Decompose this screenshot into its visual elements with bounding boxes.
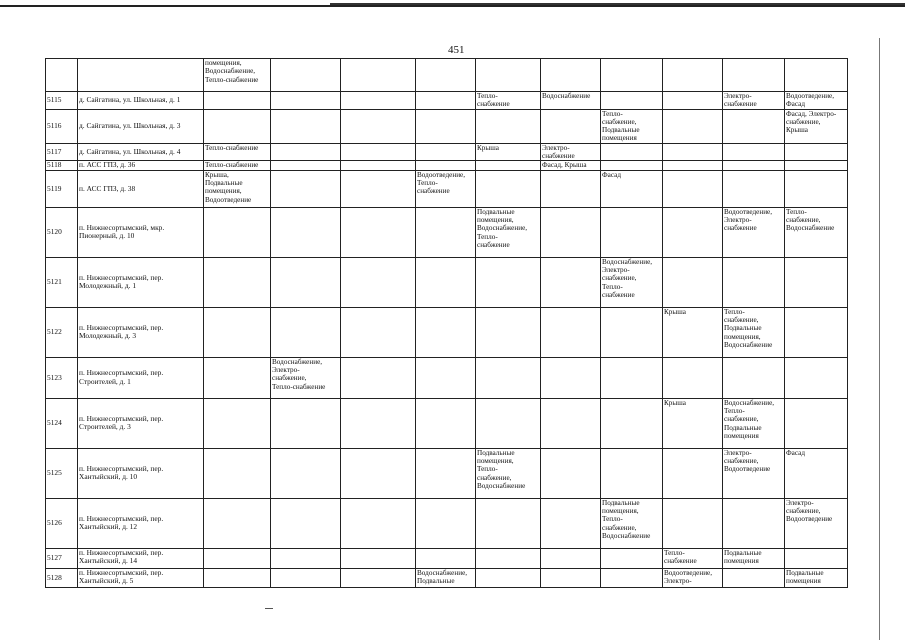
work-cell bbox=[271, 92, 341, 110]
work-cell bbox=[271, 143, 341, 161]
row-number: 5123 bbox=[46, 357, 78, 398]
work-cell bbox=[204, 568, 271, 587]
work-cell: Тепло- снабжение bbox=[476, 92, 541, 110]
work-cell bbox=[601, 207, 663, 257]
page-number: 451 bbox=[448, 44, 465, 56]
work-cell bbox=[663, 448, 723, 498]
work-cell bbox=[271, 207, 341, 257]
work-cell bbox=[541, 170, 601, 207]
work-cell bbox=[204, 307, 271, 357]
work-cell bbox=[476, 161, 541, 170]
work-cell bbox=[416, 109, 476, 143]
work-cell bbox=[723, 170, 785, 207]
work-cell: Подвальные помещения, Тепло- снабжение, Водоснабжение bbox=[601, 498, 663, 548]
work-cell bbox=[204, 448, 271, 498]
work-cell bbox=[271, 59, 341, 92]
work-cell bbox=[601, 161, 663, 170]
work-cell bbox=[663, 498, 723, 548]
work-cell: Подвальные помещения bbox=[723, 548, 785, 568]
work-cell bbox=[476, 398, 541, 448]
work-cell bbox=[541, 357, 601, 398]
work-cell bbox=[271, 257, 341, 307]
work-cell bbox=[204, 207, 271, 257]
work-cell bbox=[204, 498, 271, 548]
work-cell bbox=[541, 448, 601, 498]
table-row bbox=[46, 257, 848, 307]
work-cell: Крыша bbox=[663, 398, 723, 448]
work-cell bbox=[341, 207, 416, 257]
work-cell bbox=[341, 448, 416, 498]
work-cell: Водоотведение, Электро- bbox=[663, 568, 723, 587]
work-cell bbox=[601, 143, 663, 161]
row-address: п. АСС ГПЗ, д. 38 bbox=[78, 170, 204, 207]
work-cell bbox=[663, 92, 723, 110]
work-cell bbox=[723, 109, 785, 143]
work-cell bbox=[271, 548, 341, 568]
work-cell: Водоснабжение, Электро- снабжение, Тепло-снабжение bbox=[271, 357, 341, 398]
work-cell bbox=[785, 307, 848, 357]
work-cell bbox=[541, 109, 601, 143]
work-cell bbox=[541, 59, 601, 92]
row-address: п. Нижнесортымский, пер. Строителей, д. 1 bbox=[78, 357, 204, 398]
work-cell: Электро- снабжение, Водоотведение bbox=[723, 448, 785, 498]
work-cell bbox=[341, 307, 416, 357]
work-cell bbox=[416, 161, 476, 170]
row-number: 5120 bbox=[46, 207, 78, 257]
work-cell bbox=[663, 161, 723, 170]
row-number: 5125 bbox=[46, 448, 78, 498]
row-address: п. Нижнесортымский, мкр. Пионерный, д. 10 bbox=[78, 207, 204, 257]
work-cell bbox=[541, 398, 601, 448]
table-row bbox=[46, 307, 848, 357]
row-number: 5127 bbox=[46, 548, 78, 568]
work-cell bbox=[601, 548, 663, 568]
row-address: п. Нижнесортымский, пер. Хантыйский, д. 12 bbox=[78, 498, 204, 548]
table-row bbox=[46, 207, 848, 257]
work-cell: Тепло-снабжение bbox=[204, 143, 271, 161]
work-cell: Водоотведение, Электро- снабжение bbox=[723, 207, 785, 257]
work-cell bbox=[271, 307, 341, 357]
table-row bbox=[46, 143, 848, 161]
row-address: п. Нижнесортымский, пер. Хантыйский, д. 14 bbox=[78, 548, 204, 568]
table-row bbox=[46, 498, 848, 548]
work-cell bbox=[785, 161, 848, 170]
row-number: 5122 bbox=[46, 307, 78, 357]
table-row bbox=[46, 59, 848, 92]
work-cell: Водоснабжение, Подвальные bbox=[416, 568, 476, 587]
work-cell: Подвальные помещения, Тепло- снабжение, Водоснабжение bbox=[476, 448, 541, 498]
work-cell bbox=[271, 498, 341, 548]
work-cell bbox=[271, 448, 341, 498]
top-border-line bbox=[0, 5, 905, 7]
work-cell: Тепло- снабжение, Водоснабжение bbox=[785, 207, 848, 257]
work-cell bbox=[416, 207, 476, 257]
work-cell bbox=[416, 448, 476, 498]
bottom-mark bbox=[265, 608, 273, 609]
work-cell bbox=[271, 398, 341, 448]
work-cell: Электро- снабжение bbox=[541, 143, 601, 161]
work-cell: Подвальные помещения, Водоснабжение, Тепло- снабжение bbox=[476, 207, 541, 257]
work-cell bbox=[416, 92, 476, 110]
work-cell bbox=[341, 109, 416, 143]
work-cell bbox=[476, 257, 541, 307]
right-margin-line bbox=[879, 38, 880, 640]
row-address: п. Нижнесортымский, пер. Строителей, д. 3 bbox=[78, 398, 204, 448]
work-cell bbox=[476, 498, 541, 548]
row-number: 5121 bbox=[46, 257, 78, 307]
work-cell bbox=[204, 398, 271, 448]
work-cell bbox=[416, 257, 476, 307]
row-number: 5126 bbox=[46, 498, 78, 548]
work-cell bbox=[601, 59, 663, 92]
work-cell bbox=[341, 568, 416, 587]
work-cell bbox=[663, 109, 723, 143]
work-cell bbox=[416, 59, 476, 92]
work-cell: Фасад, Электро- снабжение, Крыша bbox=[785, 109, 848, 143]
work-cell bbox=[541, 498, 601, 548]
table-row bbox=[46, 357, 848, 398]
work-cell bbox=[341, 357, 416, 398]
row-number: 5118 bbox=[46, 161, 78, 170]
work-cell bbox=[601, 398, 663, 448]
work-cell bbox=[271, 170, 341, 207]
row-address: д. Сайгатина, ул. Школьная, д. 4 bbox=[78, 143, 204, 161]
work-cell bbox=[541, 548, 601, 568]
work-cell: Фасад, Крыша bbox=[541, 161, 601, 170]
work-cell bbox=[785, 548, 848, 568]
row-address: д. Сайгатина, ул. Школьная, д. 1 bbox=[78, 92, 204, 110]
row-address: п. Нижнесортымский, пер. Хантыйский, д. 5 bbox=[78, 568, 204, 587]
work-cell: Фасад bbox=[785, 448, 848, 498]
work-cell: Электро- снабжение, Водоотведение bbox=[785, 498, 848, 548]
work-cell bbox=[416, 357, 476, 398]
work-cell bbox=[723, 257, 785, 307]
work-cell: Тепло- снабжение, Подвальные помещения bbox=[601, 109, 663, 143]
work-cell bbox=[341, 92, 416, 110]
work-cell bbox=[341, 170, 416, 207]
work-cell bbox=[204, 357, 271, 398]
table-row bbox=[46, 92, 848, 110]
work-cell: Фасад bbox=[601, 170, 663, 207]
row-address: п. Нижнесортымский, пер. Молодежный, д. 3 bbox=[78, 307, 204, 357]
work-cell bbox=[341, 59, 416, 92]
work-cell bbox=[785, 59, 848, 92]
work-cell bbox=[476, 568, 541, 587]
row-address: п. АСС ГПЗ, д. 36 bbox=[78, 161, 204, 170]
row-number bbox=[46, 59, 78, 92]
work-cell: Тепло- снабжение, Подвальные помещения, Водоснабжение bbox=[723, 307, 785, 357]
work-cell bbox=[476, 109, 541, 143]
table-row bbox=[46, 448, 848, 498]
work-cell bbox=[663, 170, 723, 207]
work-cell: Водоснабжение bbox=[541, 92, 601, 110]
row-address: п. Нижнесортымский, пер. Молодежный, д. 1 bbox=[78, 257, 204, 307]
work-cell bbox=[204, 257, 271, 307]
table-row bbox=[46, 548, 848, 568]
work-cell bbox=[341, 257, 416, 307]
table-row bbox=[46, 109, 848, 143]
work-cell bbox=[541, 257, 601, 307]
work-cell bbox=[476, 59, 541, 92]
work-cell bbox=[785, 357, 848, 398]
table-row bbox=[46, 568, 848, 587]
work-cell bbox=[723, 357, 785, 398]
row-number: 5115 bbox=[46, 92, 78, 110]
repair-schedule-table bbox=[45, 58, 848, 588]
work-cell bbox=[723, 568, 785, 587]
work-cell bbox=[476, 170, 541, 207]
work-cell bbox=[341, 161, 416, 170]
top-border-line-2 bbox=[330, 3, 905, 5]
work-cell bbox=[271, 568, 341, 587]
work-cell bbox=[341, 548, 416, 568]
table-row bbox=[46, 161, 848, 170]
work-cell bbox=[785, 143, 848, 161]
work-cell bbox=[476, 548, 541, 568]
work-cell bbox=[785, 398, 848, 448]
work-cell bbox=[601, 307, 663, 357]
work-cell: Подвальные помещения bbox=[785, 568, 848, 587]
row-number: 5124 bbox=[46, 398, 78, 448]
work-cell bbox=[601, 568, 663, 587]
work-cell bbox=[204, 92, 271, 110]
work-cell: Электро- снабжение bbox=[723, 92, 785, 110]
table-row bbox=[46, 170, 848, 207]
work-cell: помещения, Водоснабжение, Тепло-снабжение bbox=[204, 59, 271, 92]
work-cell: Крыша, Подвальные помещения, Водоотведение bbox=[204, 170, 271, 207]
work-cell bbox=[476, 307, 541, 357]
work-cell bbox=[476, 357, 541, 398]
row-number: 5119 bbox=[46, 170, 78, 207]
work-cell bbox=[341, 498, 416, 548]
table-row bbox=[46, 398, 848, 448]
work-cell bbox=[416, 398, 476, 448]
work-cell bbox=[785, 257, 848, 307]
work-cell: Водоснабжение, Тепло- снабжение, Подвальные помещения bbox=[723, 398, 785, 448]
work-cell bbox=[341, 143, 416, 161]
work-cell bbox=[785, 170, 848, 207]
work-cell: Тепло-снабжение bbox=[204, 161, 271, 170]
work-cell: Крыша bbox=[476, 143, 541, 161]
work-cell bbox=[601, 357, 663, 398]
work-cell bbox=[541, 207, 601, 257]
work-cell bbox=[663, 207, 723, 257]
work-cell: Водоотведение, Тепло- снабжение bbox=[416, 170, 476, 207]
row-address bbox=[78, 59, 204, 92]
work-cell bbox=[663, 59, 723, 92]
row-number: 5117 bbox=[46, 143, 78, 161]
row-address: п. Нижнесортымский, пер. Хантыйский, д. 10 bbox=[78, 448, 204, 498]
work-cell bbox=[663, 143, 723, 161]
work-cell bbox=[416, 143, 476, 161]
work-cell bbox=[663, 357, 723, 398]
work-cell: Водоснабжение, Электро- снабжение, Тепло- снабжение bbox=[601, 257, 663, 307]
work-cell bbox=[416, 498, 476, 548]
work-cell: Крыша bbox=[663, 307, 723, 357]
work-cell bbox=[663, 257, 723, 307]
work-cell bbox=[723, 143, 785, 161]
work-cell bbox=[723, 59, 785, 92]
work-cell bbox=[341, 398, 416, 448]
work-cell bbox=[271, 109, 341, 143]
work-cell bbox=[541, 568, 601, 587]
work-cell bbox=[271, 161, 341, 170]
work-cell bbox=[601, 92, 663, 110]
work-cell bbox=[204, 109, 271, 143]
row-number: 5116 bbox=[46, 109, 78, 143]
work-cell: Водоотведение, Фасад bbox=[785, 92, 848, 110]
row-number: 5128 bbox=[46, 568, 78, 587]
work-cell bbox=[723, 498, 785, 548]
work-cell bbox=[416, 307, 476, 357]
work-cell bbox=[601, 448, 663, 498]
work-cell bbox=[723, 161, 785, 170]
row-address: д. Сайгатина, ул. Школьная, д. 3 bbox=[78, 109, 204, 143]
work-cell bbox=[541, 307, 601, 357]
work-cell: Тепло- снабжение bbox=[663, 548, 723, 568]
work-cell bbox=[416, 548, 476, 568]
work-cell bbox=[204, 548, 271, 568]
